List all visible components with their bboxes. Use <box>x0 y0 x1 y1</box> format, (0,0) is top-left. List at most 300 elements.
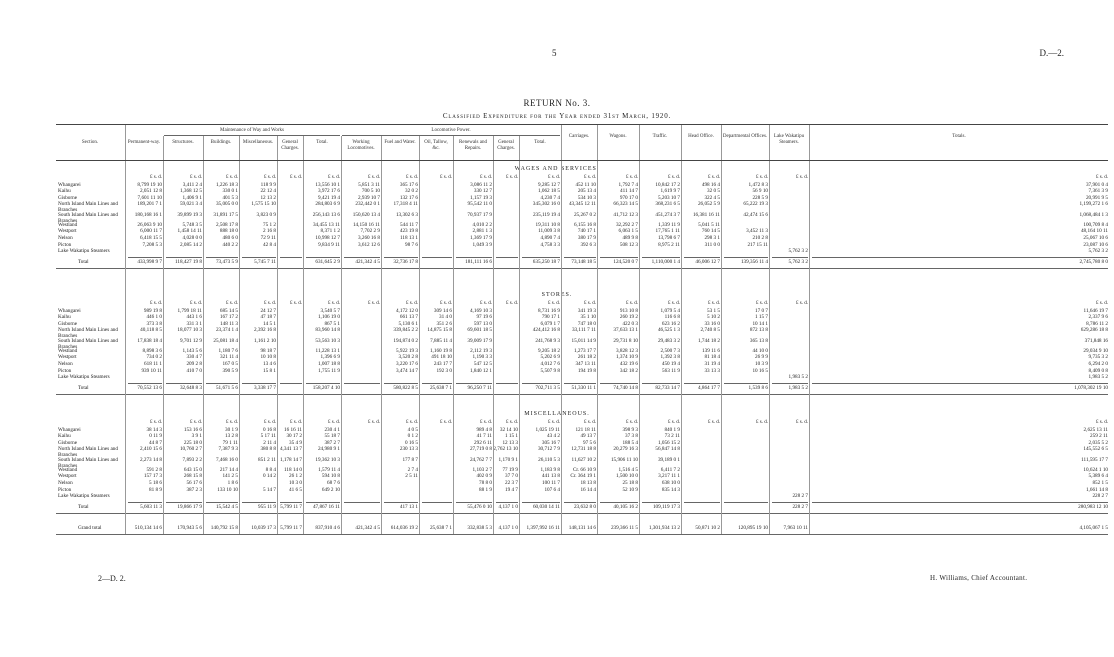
table-cell: 225 18 0 <box>183 439 202 446</box>
table-cell: 17,765 1 11 <box>655 228 680 235</box>
table-cell: 5,922 19 3 <box>395 347 418 354</box>
table-cell: 5,507 9 8 <box>540 367 560 374</box>
table-cell: 989 4 8 <box>476 426 492 433</box>
table-cell: 13,302 6 3 <box>395 211 418 218</box>
table-cell: 913 10 8 <box>619 307 638 314</box>
table-cell: 56 17 6 <box>186 480 202 487</box>
total-row-label: Total <box>78 503 89 510</box>
table-cell: 851 2 11 <box>258 456 276 463</box>
currency-units: £ s. d. <box>756 175 768 180</box>
table-cell: 1,983 5 2 <box>1088 374 1108 381</box>
total-rule <box>242 257 276 258</box>
table-cell: 217 14 4 <box>219 466 238 473</box>
table-cell: 331 3 1 <box>186 320 202 327</box>
table-cell: 41,712 12 3 <box>613 211 638 218</box>
table-cell: 39,899 19 3 <box>177 211 202 218</box>
table-cell: 22 12 4 <box>260 188 276 195</box>
table-cell: 365 13 8 <box>749 337 768 344</box>
column-divider <box>381 136 382 160</box>
column-divider <box>453 136 454 160</box>
row-label: Westland <box>58 221 78 228</box>
table-cell: 180,168 16 1 <box>134 211 162 218</box>
table-cell: 0 16 5 <box>405 439 418 446</box>
table-cell: 31,891 17 5 <box>213 211 238 218</box>
table-cell: 29,731 8 10 <box>613 337 638 344</box>
total-cell: 51,330 11 1 <box>571 384 596 391</box>
currency-units: £ s. d. <box>190 175 202 180</box>
table-cell: 30 1 9 <box>225 426 238 433</box>
row-label: Kaihu <box>58 433 71 440</box>
table-cell: 451,274 3 7 <box>655 211 680 218</box>
total-cell: 635,250 18 7 <box>532 258 560 265</box>
table-cell: 423 19 8 <box>399 228 418 235</box>
table-cell: 3,217 11 1 <box>658 473 680 480</box>
table-cell: 3,474 14 7 <box>395 367 418 374</box>
table-cell: 268 15 8 <box>183 473 202 480</box>
table-cell: 17,838 18 4 <box>137 337 162 344</box>
total-cell: 1,539 8 6 <box>748 384 768 391</box>
table-cell: 6,411 7 2 <box>660 466 680 473</box>
page-number: 5 <box>552 48 557 58</box>
table-cell: 341 19 3 <box>577 307 596 314</box>
table-cell: 44 10 0 <box>752 347 768 354</box>
table-cell: 260 19 2 <box>619 314 638 321</box>
header-top-rule <box>56 124 1108 125</box>
table-cell: 939 10 11 <box>141 367 162 374</box>
table-cell: 1,103 2 7 <box>472 466 492 473</box>
table-cell: 398 9 3 <box>622 426 638 433</box>
table-cell: 228 2 7 <box>1092 493 1108 500</box>
table-cell: 65,222 19 3 <box>743 201 768 208</box>
table-cell: 75 1 2 <box>263 221 276 228</box>
table-cell: 292 6 11 <box>474 439 492 446</box>
currency-units: £ s. d. <box>328 420 340 425</box>
table-cell: 649 2 10 <box>321 486 340 493</box>
total-rule <box>600 383 638 384</box>
section-title: MISCELLANEOUS. <box>524 411 590 417</box>
table-cell: 53,563 10 3 <box>315 337 340 344</box>
table-cell: 15 8 1 <box>263 367 276 374</box>
table-cell: 534 10 3 <box>577 194 596 201</box>
table-cell: 0 11 9 <box>149 433 162 440</box>
currency-units: £ s. d. <box>368 175 380 180</box>
currency-units: £ s. d. <box>796 175 808 180</box>
table-cell: 387 2 3 <box>186 486 202 493</box>
table-cell: 1,500 10 0 <box>615 473 638 480</box>
table-cell: 14,150 16 11 <box>352 221 380 228</box>
row-label: Nelson <box>58 480 73 487</box>
table-cell: 347 13 11 <box>575 361 596 368</box>
table-cell: 25,267 0 2 <box>573 211 596 218</box>
table-cell: 46,525 1 3 <box>657 327 680 334</box>
table-cell: 41 6 5 <box>289 486 302 493</box>
table-cell: 342 18 2 <box>619 367 638 374</box>
header-structures: Structures. <box>172 140 194 145</box>
table-cell: 49 13 7 <box>580 433 596 440</box>
table-cell: 1 8 6 <box>227 480 238 487</box>
currency-units: £ s. d. <box>328 301 340 306</box>
total-cell: 139,356 11 4 <box>740 258 768 265</box>
table-cell: 11,009 3 8 <box>538 228 560 235</box>
header-permanent-way: Permanent-way. <box>127 140 161 145</box>
header-working-locomotives: Working Locomotives. <box>347 140 375 151</box>
table-cell: 305 16 7 <box>541 439 560 446</box>
table-cell: 8,409 0 8 <box>1088 367 1108 374</box>
header-carriages: Carriages. <box>568 134 590 139</box>
grand-total-cell: 510,134 14 6 <box>134 525 162 531</box>
table-cell: 16 14 4 <box>580 486 596 493</box>
table-cell: 8,731 16 9 <box>537 307 560 314</box>
total-rule <box>166 383 202 384</box>
total-cell: 181,111 16 6 <box>465 258 492 265</box>
currency-units: £ s. d. <box>368 301 380 306</box>
total-cell: 74,740 14 8 <box>613 384 638 391</box>
currency-units: £ s. d. <box>190 420 202 425</box>
header-bottom-rule <box>56 160 1108 161</box>
table-cell: 111,595 17 7 <box>1081 456 1108 463</box>
total-cell: 5,603 11 3 <box>140 503 162 510</box>
section-title: WAGES AND SERVICES. <box>514 166 600 172</box>
table-cell: 19 4 7 <box>505 486 518 493</box>
table-cell: 39,189 0 1 <box>657 456 680 463</box>
table-cell: 4,028 0 0 <box>182 235 202 242</box>
table-cell: 1,472 8 3 <box>748 181 768 188</box>
currency-units: £ s. d. <box>226 175 238 180</box>
table-cell: 629,286 18 8 <box>1080 327 1108 334</box>
grand-total-cell: 239,366 11 5 <box>610 525 638 531</box>
table-cell: 597 13 0 <box>473 320 492 327</box>
table-cell: 9,834 9 11 <box>318 241 340 248</box>
table-cell: 1,161 2 10 <box>253 337 276 344</box>
table-cell: 243 17 7 <box>433 361 452 368</box>
column-divider <box>277 136 278 160</box>
currency-units: £ s. d. <box>548 420 560 425</box>
table-cell: 177 8 7 <box>402 456 418 463</box>
total-cell: 118,427 19 8 <box>174 258 202 265</box>
currency-units: £ s. d. <box>480 175 492 180</box>
total-cell: 433,998 9 7 <box>137 258 162 265</box>
header-lake-wakatipu: Lake Wakatipu Steamers. <box>773 134 805 145</box>
table-cell: 72 9 11 <box>260 235 276 242</box>
table-cell: 544 11 7 <box>400 221 418 228</box>
table-cell: 148 11 3 <box>220 320 238 327</box>
table-cell: 56 9 10 <box>752 188 768 195</box>
total-cell: 421,342 4 5 <box>355 258 380 265</box>
total-rule <box>422 502 452 503</box>
total-cell: 702,711 3 5 <box>535 384 560 391</box>
column-divider <box>561 125 562 160</box>
table-cell: 141 2 5 <box>222 473 238 480</box>
table-cell: 4,012 7 6 <box>540 361 560 368</box>
table-cell: 3,520 2 8 <box>398 354 418 361</box>
table-cell: 37,901 0 4 <box>1085 181 1108 188</box>
table-cell: 33 16 0 <box>704 320 720 327</box>
table-cell: 10 16 5 <box>752 367 768 374</box>
table-cell: 20,279 16 3 <box>613 446 638 453</box>
currency-units: £ s. d. <box>584 420 596 425</box>
table-cell: 26,063 9 10 <box>137 221 162 228</box>
table-cell: 2,410 15 6 <box>139 446 162 453</box>
table-cell: 2,035 5 2 <box>1088 439 1108 446</box>
table-cell: 37 7 0 <box>505 473 518 480</box>
table-cell: 29,483 3 2 <box>657 337 680 344</box>
currency-units: £ s. d. <box>290 175 302 180</box>
total-rule <box>242 502 276 503</box>
total-cell: 1,983 5 2 <box>788 384 808 391</box>
currency-units: £ s. d. <box>584 175 596 180</box>
table-cell: 25 18 8 <box>622 480 638 487</box>
total-rule <box>128 383 162 384</box>
currency-units: £ s. d. <box>264 420 276 425</box>
header-fuel-water: Fuel and Water. <box>384 140 416 145</box>
currency-units: £ s. d. <box>440 301 452 306</box>
table-cell: 10,998 12 7 <box>315 235 340 242</box>
total-rule <box>422 257 452 258</box>
table-cell: 13,556 10 1 <box>315 181 340 188</box>
table-cell: 12 13 2 <box>260 194 276 201</box>
total-rule <box>724 383 768 384</box>
total-rule <box>206 502 238 503</box>
table-cell: 10,842 17 2 <box>655 181 680 188</box>
row-label: Lake Wakatipu Steamers <box>58 374 110 381</box>
table-cell: 3,452 11 3 <box>746 228 768 235</box>
table-cell: 322 4 5 <box>704 194 720 201</box>
header-buildings: Buildings. <box>210 140 232 145</box>
table-cell: 26 9 9 <box>755 354 768 361</box>
table-cell: 402 0 9 <box>476 473 492 480</box>
table-cell: 3,260 16 8 <box>357 235 380 242</box>
table-cell: 83,960 14 8 <box>315 327 340 334</box>
currency-units: £ s. d. <box>328 175 340 180</box>
table-cell: 1,190 3 3 <box>472 354 492 361</box>
grand-total-cell: 7,963 10 11 <box>783 525 808 531</box>
table-cell: 1,183 9 8 <box>540 466 560 473</box>
table-cell: 3,411 2 4 <box>182 181 202 188</box>
column-divider <box>639 125 640 160</box>
currency-units: £ s. d. <box>506 420 518 425</box>
table-cell: 230 4 1 <box>324 426 340 433</box>
table-cell: 1,025 19 11 <box>535 426 560 433</box>
table-cell: 380 17 9 <box>577 235 596 242</box>
table-cell: 77 19 9 <box>502 466 518 473</box>
total-cell: 158,207 4 10 <box>312 384 340 391</box>
table-cell: 1 15 7 <box>755 314 768 321</box>
table-cell: 1,799 18 11 <box>177 307 202 314</box>
table-cell: 3,220 17 6 <box>395 361 418 368</box>
table-cell: 373 3 8 <box>146 320 162 327</box>
total-rule <box>600 502 638 503</box>
table-cell: 37,633 13 1 <box>613 327 638 334</box>
header-maintenance-group: Maintenance of Way and Works <box>220 128 284 133</box>
table-cell: 9,285 12 7 <box>537 181 560 188</box>
total-rule <box>772 383 808 384</box>
total-rule <box>772 257 808 258</box>
table-cell: 4,169 10 3 <box>469 307 492 314</box>
table-cell: 34,455 13 11 <box>312 221 340 228</box>
header-wagons: Wagons. <box>609 134 627 139</box>
table-cell: 11,627 10 2 <box>571 456 596 463</box>
table-cell: 26 1 2 <box>289 473 302 480</box>
total-rule <box>496 383 518 384</box>
header-total: Total. <box>316 140 328 145</box>
table-cell: 209 2 8 <box>186 361 202 368</box>
table-cell: 88 1 9 <box>479 486 492 493</box>
table-cell: 410 7 0 <box>186 367 202 374</box>
table-cell: 309 14 6 <box>433 307 452 314</box>
table-cell: 73 2 11 <box>664 433 680 440</box>
currency-units: £ s. d. <box>668 420 680 425</box>
table-cell: 3,612 12 6 <box>357 241 380 248</box>
table-cell: 12,731 18 8 <box>571 446 596 453</box>
row-label: North Island Main Lines and Branches <box>58 446 118 459</box>
table-cell: 230 13 3 <box>399 446 418 453</box>
table-cell: 618 11 1 <box>144 361 162 368</box>
table-cell: 3,823 0 9 <box>256 211 276 218</box>
column-divider <box>681 125 682 160</box>
table-cell: 70,937 17 9 <box>467 211 492 218</box>
row-label: South Island Main Lines and Branches <box>58 337 118 350</box>
header-totals: Totals. <box>952 134 966 139</box>
table-cell: 563 11 9 <box>662 367 680 374</box>
column-divider <box>493 161 494 534</box>
grand-total-cell: 332,838 5 3 <box>467 525 492 531</box>
currency-units: £ s. d. <box>406 301 418 306</box>
table-cell: 5,130 6 1 <box>398 320 418 327</box>
table-cell: 44 8 7 <box>149 439 162 446</box>
total-rule <box>642 502 680 503</box>
table-cell: 1,273 17 7 <box>573 347 596 354</box>
table-cell: 8,898 3 6 <box>142 347 162 354</box>
header-section: Section. <box>81 140 99 145</box>
table-cell: 7,601 11 10 <box>137 194 162 201</box>
table-cell: 26,052 5 9 <box>697 201 720 208</box>
table-cell: 1,180 7 6 <box>218 347 238 354</box>
grand-total-cell: 1,397,992 16 11 <box>526 525 560 531</box>
table-cell: 217 15 11 <box>747 241 768 248</box>
header-traffic: Traffic. <box>652 134 668 139</box>
table-cell: 661 13 7 <box>399 314 418 321</box>
table-cell: 2 5 11 <box>405 473 418 480</box>
table-cell: 2,881 1 3 <box>472 228 492 235</box>
table-cell: 424,412 16 8 <box>532 327 560 334</box>
total-rule <box>344 257 380 258</box>
table-cell: 32,292 2 7 <box>615 221 638 228</box>
currency-units: £ s. d. <box>1096 301 1108 306</box>
table-cell: 78 8 0 <box>479 480 492 487</box>
table-cell: 19,362 10 3 <box>315 456 340 463</box>
table-cell: 69,601 18 5 <box>467 327 492 334</box>
table-cell: 284,803 6 9 <box>315 201 340 208</box>
table-cell: 16 16 11 <box>284 426 302 433</box>
table-cell: 26,110 5 3 <box>538 456 560 463</box>
table-cell: 345,302 16 0 <box>532 201 560 208</box>
total-rule <box>772 502 808 503</box>
total-rule <box>280 257 302 258</box>
table-cell: 298 3 1 <box>704 235 720 242</box>
table-cell: 1,661 14 8 <box>1085 486 1108 493</box>
total-rule <box>812 257 1108 258</box>
total-rule <box>456 502 492 503</box>
table-cell: 32 0 5 <box>707 188 720 195</box>
total-cell: 580,822 8 5 <box>393 384 418 391</box>
currency-units: £ s. d. <box>708 175 720 180</box>
table-cell: 37 3 8 <box>625 433 638 440</box>
column-divider <box>453 161 454 534</box>
table-cell: 5 10 2 <box>707 314 720 321</box>
row-label: South Island Main Lines and Branches <box>58 211 118 224</box>
table-cell: 1 15 1 <box>505 433 518 440</box>
table-cell: 422 0 3 <box>622 320 638 327</box>
table-cell: 5,851 3 11 <box>358 181 380 188</box>
currency-units: £ s. d. <box>626 175 638 180</box>
table-cell: 5,389 6 4 <box>1088 473 1108 480</box>
column-divider <box>419 136 420 160</box>
table-cell: 29,034 9 10 <box>1083 347 1108 354</box>
table-cell: 491 18 10 <box>431 354 452 361</box>
table-cell: 10 10 8 <box>260 354 276 361</box>
table-cell: 1,368 12 5 <box>179 188 202 195</box>
table-cell: 19,311 10 8 <box>535 221 560 228</box>
table-cell: 31 19 4 <box>704 361 720 368</box>
currency-units: £ s. d. <box>406 420 418 425</box>
table-cell: 591 2 8 <box>146 466 162 473</box>
table-cell: 13,798 6 7 <box>657 235 680 242</box>
total-rule <box>684 257 720 258</box>
table-cell: 39,009 17 9 <box>467 337 492 344</box>
table-cell: 2 16 8 <box>263 228 276 235</box>
table-cell: 150,620 13 4 <box>352 211 380 218</box>
header-oil-tallow: Oil, Tallow, &c. <box>424 140 448 151</box>
table-cell: 2,508 17 8 <box>215 221 238 228</box>
table-cell: 371,848 16 <box>1084 337 1108 344</box>
table-cell: 547 12 5 <box>473 361 492 368</box>
grand-total-cell: 50,871 10 2 <box>695 525 720 531</box>
row-label: Westport <box>58 473 77 480</box>
table-cell: 48,164 10 11 <box>1080 228 1108 235</box>
locomotive-group-rule <box>342 135 560 136</box>
table-cell: 643 15 0 <box>183 466 202 473</box>
currency-units: £ s. d. <box>150 420 162 425</box>
table-cell: 132 17 6 <box>399 194 418 201</box>
table-cell: 2,740 8 5 <box>700 327 720 334</box>
table-cell: 1,516 4 5 <box>618 466 638 473</box>
table-cell: 3,540 5 7 <box>320 307 340 314</box>
column-divider <box>769 125 770 160</box>
total-cell: 4,137 1 0 <box>498 503 518 510</box>
column-divider <box>419 161 420 534</box>
table-cell: 5,762 3 2 <box>788 248 808 255</box>
table-cell: 638 10 0 <box>661 480 680 487</box>
table-cell: 210 2 8 <box>752 235 768 242</box>
row-label: Picton <box>58 367 72 374</box>
total-rule <box>684 383 720 384</box>
table-cell: 17 0 7 <box>755 307 768 314</box>
table-cell: 9,701 12 9 <box>179 337 202 344</box>
table-cell: 401 5 3 <box>222 194 238 201</box>
table-cell: 1,392 3 8 <box>660 354 680 361</box>
table-cell: 68 7 6 <box>327 480 340 487</box>
total-cell: 5,762 3 2 <box>788 258 808 265</box>
column-divider <box>809 161 810 534</box>
document-reference-top: D.—2. <box>1039 48 1064 58</box>
table-cell: 259 2 11 <box>1090 433 1108 440</box>
row-label: South Island Main Lines and Branches <box>58 456 118 469</box>
total-cell: 32,648 8 3 <box>179 384 202 391</box>
grand-total-cell: 4,137 1 0 <box>498 525 518 531</box>
table-cell: 7,387 9 3 <box>218 446 238 453</box>
table-cell: 15,906 11 10 <box>610 456 638 463</box>
table-cell: 411 14 7 <box>620 188 638 195</box>
